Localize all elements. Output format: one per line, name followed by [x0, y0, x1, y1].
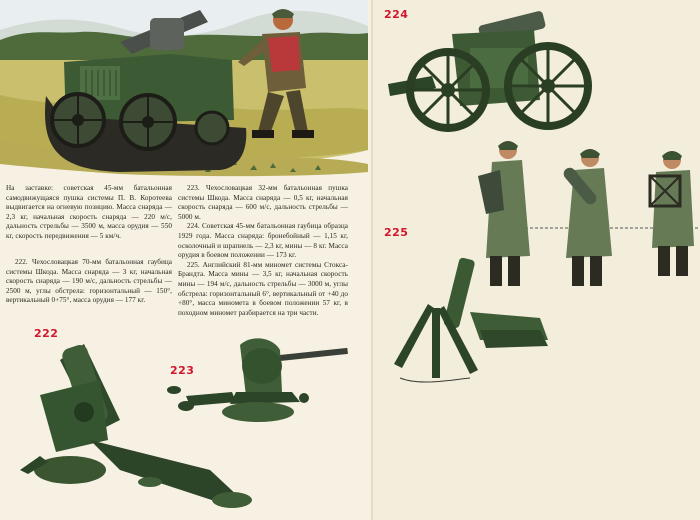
soldiers-carrying-illustration	[478, 141, 700, 286]
figure-number-225: 225	[384, 226, 409, 239]
figure-number-224: 224	[384, 8, 409, 21]
caption-222	[6, 258, 172, 306]
howitzer-224-illustration	[388, 10, 588, 128]
caption-223-text: 223. Чехословацкая 32-мм батальонная пушка системы Шкода. Масса снаряда — 0,5 кг, начальная скорость снаряда — 600 м/с, дальность стрельбы — 5000 м.	[178, 184, 348, 221]
caption-225-text: 225. Английский 81-мм миномет системы Стокса-Брандта. Масса мины — 3,5 кг, начальная скорость мины — 194 м/с, дальность стрельбы — 3000 м, углы обстрела: горизонтальный 6°, вертикальный от +40 до +80°, масса миномета в боевом положении 57 кг, в походном миномет разбирается на три части.	[178, 260, 348, 317]
carrier-soldier-1	[478, 141, 530, 286]
howitzer-222-illustration	[20, 343, 252, 508]
figure-number-222: 222	[34, 327, 59, 340]
caption-intro	[6, 184, 172, 242]
caption-intro-text: На заставке: советская 45-мм батальонная самодвижущаяся пушка системы П. В. Коротеева выдвигается на огневую позицию. Масса снаряда — 2,3 кг, начальная скорость снаряда — 220 м/с, дальность стрельбы — 3500 м, масса орудия — 550 кг, скорость передвижения — 5 км/ч.	[6, 184, 172, 240]
caption-222-text: 222. Чехословацкая 70-мм батальонная гаубица системы Шкода. Масса снаряда — 3 кг, начальная скорость снаряда — 190 м/с, дальность стрельбы — 2500 м, углы обстрела: горизонтальный — 150°, вертикальный 0+75°, масса орудия — 177 кг.	[6, 258, 172, 305]
mortar-225-illustration	[394, 257, 548, 382]
caption-223-224-225	[178, 184, 348, 318]
caption-224-text: 224. Советская 45-мм батальонная гаубица образца 1929 года. Масса снаряда: бронебойный — 1,15 кг, осколочный и шрапнель — 2,3 кг, мины — 8 кг. Масса орудия в боевом положении — 173 кг.	[178, 222, 348, 260]
gun-223-illustration	[167, 338, 348, 422]
header-scene-illustration	[0, 0, 368, 176]
figure-number-223: 223	[170, 364, 195, 377]
carrier-soldier-3	[650, 151, 694, 276]
carrier-soldier-2	[561, 149, 612, 286]
